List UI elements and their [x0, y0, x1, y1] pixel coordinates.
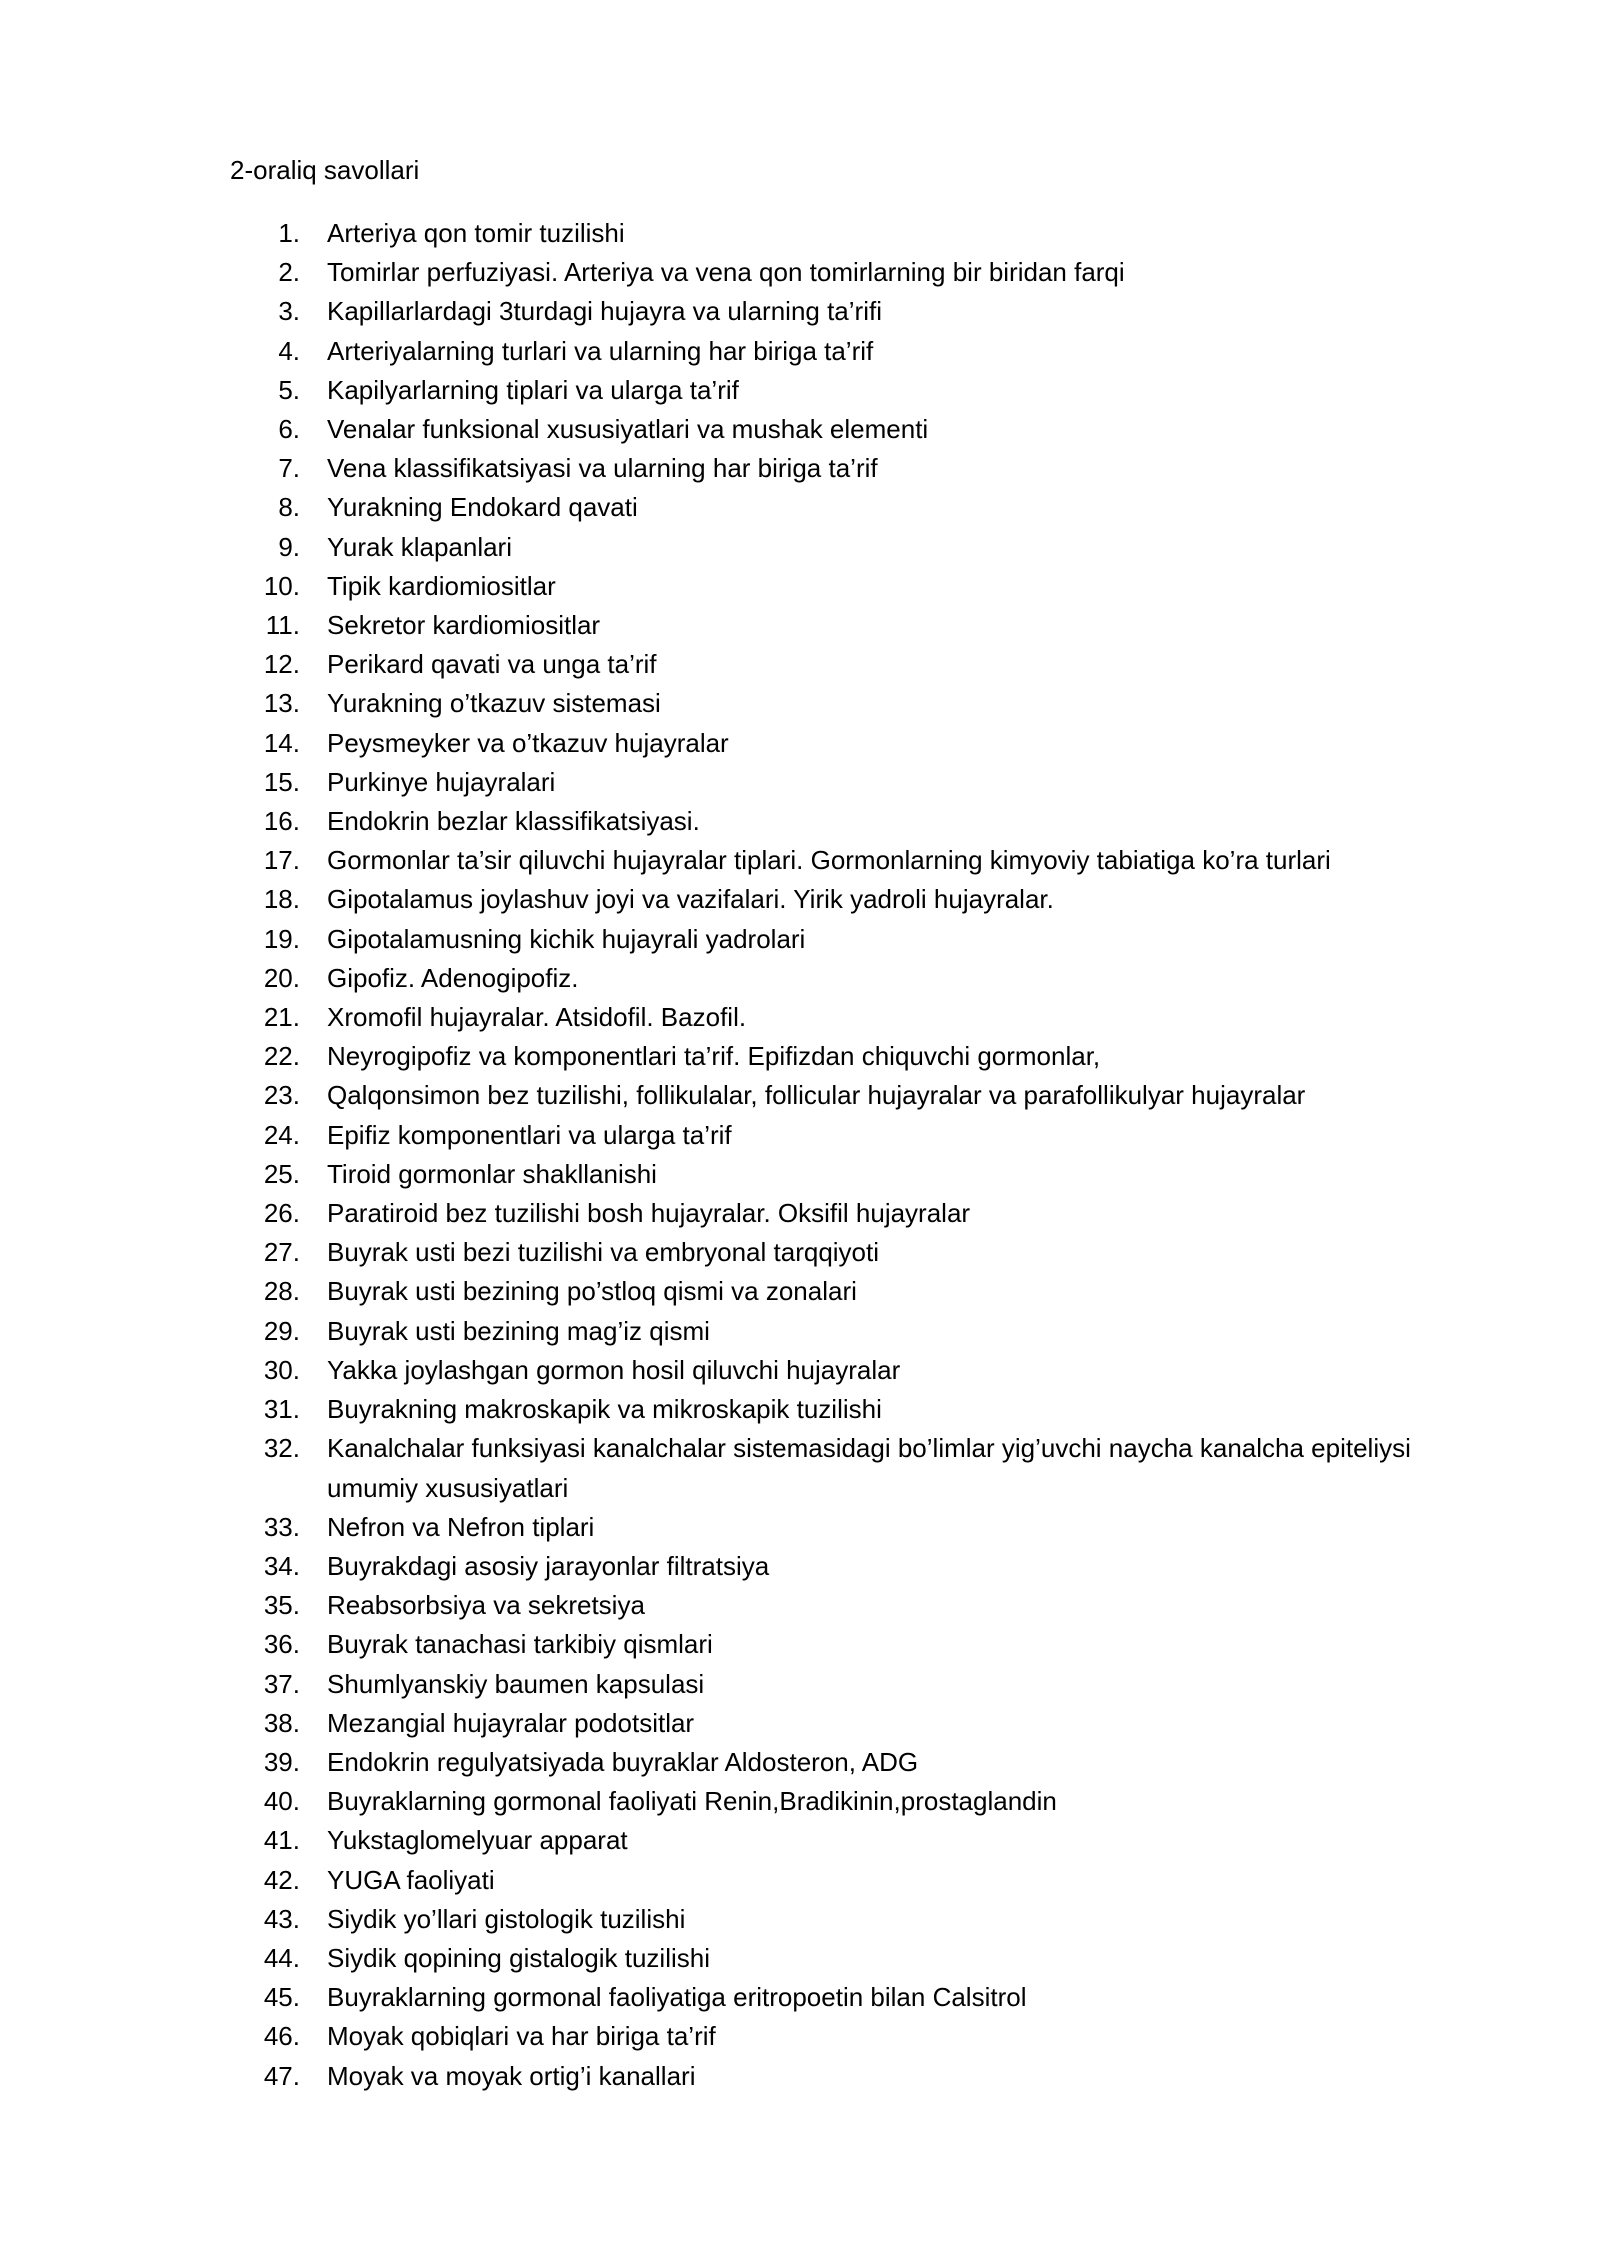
question-item [230, 2017, 1480, 2056]
question-item [230, 371, 1480, 410]
question-item [230, 998, 1480, 1037]
question-number: 37. [263, 1668, 300, 1699]
question-number: 13. [263, 688, 300, 719]
question-item [230, 1194, 1480, 1233]
question-text: Buyrakdagi asosiy jarayonlar filtratsiya [327, 1550, 770, 1581]
question-text: Arteriya qon tomir tuzilishi [327, 218, 625, 248]
question-text: Nefron va Nefron tiplari [327, 1511, 595, 1542]
question-item [230, 1272, 1480, 1311]
question-number: 28. [263, 1276, 300, 1307]
question-text: Endokrin bezlar klassifikatsiyasi. [327, 806, 700, 837]
question-text: Reabsorbsiya va sekretsiya [327, 1590, 645, 1621]
question-number: 29. [263, 1315, 300, 1346]
question-text: Moyak va moyak ortig’i kanallari [327, 2060, 696, 2091]
question-number: 1. [278, 218, 300, 248]
question-item [230, 1900, 1480, 1939]
question-text: Tipik kardiomiositlar [327, 570, 556, 601]
question-text: Buyrak usti bezining mag’iz qismi [327, 1315, 710, 1346]
question-text: Yukstaglomelyuar apparat [327, 1825, 628, 1856]
question-text: Purkinye hujayralari [327, 766, 556, 797]
question-number: 32. [263, 1433, 300, 1464]
question-number: 43. [263, 1903, 300, 1934]
question-number: 21. [263, 1002, 300, 1033]
question-item [230, 645, 1480, 684]
question-item [230, 1390, 1480, 1429]
question-text: Neyrogipofiz va komponentlari ta’rif. Epifizdan chiquvchi gormonlar, [327, 1041, 1101, 1072]
question-text: Qalqonsimon bez tuzilishi, follikulalar, follicular hujayralar va parafollikulyar hujayralar [327, 1080, 1306, 1111]
question-item [230, 1704, 1480, 1743]
question-number: 39. [263, 1746, 300, 1777]
question-list [230, 214, 1480, 2096]
question-item [230, 488, 1480, 527]
question-item [230, 1351, 1480, 1390]
question-item [230, 920, 1480, 959]
document-title: 2-oraliq savollari [230, 155, 420, 185]
question-number: 34. [263, 1550, 300, 1581]
question-item [230, 802, 1480, 841]
question-number: 18. [263, 884, 300, 915]
question-text: Gipotalamus joylashuv joyi va vazifalari. Yirik yadroli hujayralar. [327, 884, 1054, 915]
question-item [230, 410, 1480, 449]
question-text: Yurak klapanlari [327, 531, 512, 562]
question-text: Shumlyanskiy baumen kapsulasi [327, 1668, 705, 1699]
question-text: Buyrakning makroskapik va mikroskapik tuzilishi [327, 1394, 882, 1425]
question-item [230, 1743, 1480, 1782]
question-number: 2. [278, 257, 300, 288]
question-text: Xromofil hujayralar. Atsidofil. Bazofil. [327, 1002, 747, 1033]
question-item [230, 1978, 1480, 2017]
question-text: Kanalchalar funksiyasi kanalchalar sistemasidagi bo’limlar yig’uvchi naycha kanalcha epiteliysi umumiy xususiyatlari [327, 1433, 1411, 1503]
question-number: 6. [278, 414, 300, 445]
question-text: YUGA faoliyati [327, 1864, 495, 1895]
question-number: 45. [263, 1982, 300, 2013]
question-number: 44. [263, 1942, 300, 1973]
question-number: 11. [265, 610, 300, 641]
question-text: Buyraklarning gormonal faoliyatiga eritropoetin bilan Calsitrol [327, 1982, 1027, 2013]
question-number: 36. [263, 1629, 300, 1660]
question-number: 7. [278, 453, 300, 484]
question-item [230, 724, 1480, 763]
question-text: Buyrak usti bezi tuzilishi va embryonal tarqqiyoti [327, 1237, 880, 1268]
question-number: 12. [263, 649, 300, 680]
question-text: Paratiroid bez tuzilishi bosh hujayralar. Oksifil hujayralar [327, 1198, 971, 1229]
question-text: Moyak qobiqlari va har biriga ta’rif [327, 2021, 716, 2052]
question-text: Tomirlar perfuziyasi. Arteriya va vena qon tomirlarning bir biridan farqi [327, 257, 1125, 288]
question-text: Gipotalamusning kichik hujayrali yadrolari [327, 923, 806, 954]
question-number: 14. [263, 727, 300, 758]
question-item [230, 959, 1480, 998]
question-item [230, 1429, 1480, 1507]
question-text: Siydik qopining gistalogik tuzilishi [327, 1942, 710, 1973]
question-number: 25. [263, 1158, 300, 1189]
question-number: 19. [263, 923, 300, 954]
question-number: 24. [263, 1119, 300, 1150]
question-number: 26. [263, 1198, 300, 1229]
question-item [230, 1861, 1480, 1900]
question-number: 22. [263, 1041, 300, 1072]
question-number: 9. [278, 531, 300, 562]
question-text: Perikard qavati va unga ta’rif [327, 649, 657, 680]
question-item [230, 1782, 1480, 1821]
question-item [230, 1312, 1480, 1351]
question-text: Arteriyalarning turlari va ularning har biriga ta’rif [327, 335, 874, 366]
question-item [230, 1586, 1480, 1625]
question-item [230, 1625, 1480, 1664]
question-text: Sekretor kardiomiositlar [327, 610, 601, 641]
question-number: 41. [263, 1825, 300, 1856]
question-text: Kapillarlardagi 3turdagi hujayra va ularning ta’rifi [327, 296, 882, 327]
question-text: Siydik yo’llari gistologik tuzilishi [327, 1903, 686, 1934]
question-number: 15. [263, 766, 300, 797]
question-item [230, 253, 1480, 292]
question-item [230, 1547, 1480, 1586]
question-item [230, 449, 1480, 488]
question-number: 46. [263, 2021, 300, 2052]
question-text: Venalar funksional xususiyatlari va mushak elementi [327, 414, 929, 445]
question-item [230, 1665, 1480, 1704]
question-number: 8. [278, 492, 300, 523]
question-item [230, 332, 1480, 371]
question-item [230, 567, 1480, 606]
question-item [230, 841, 1480, 880]
question-text: Endokrin regulyatsiyada buyraklar Aldosteron, ADG [327, 1746, 919, 1777]
question-number: 17. [263, 845, 300, 876]
question-number: 3. [278, 296, 300, 327]
question-item [230, 292, 1480, 331]
question-item [230, 214, 1480, 253]
question-item [230, 880, 1480, 919]
question-text: Yurakning o’tkazuv sistemasi [327, 688, 661, 719]
question-number: 10. [263, 570, 300, 601]
question-number: 4. [278, 335, 300, 366]
question-text: Tiroid gormonlar shakllanishi [327, 1158, 657, 1189]
question-text: Gipofiz. Adenogipofiz. [327, 962, 579, 993]
question-text: Vena klassifikatsiyasi va ularning har biriga ta’rif [327, 453, 878, 484]
question-number: 5. [278, 374, 300, 405]
question-item [230, 1076, 1480, 1115]
question-item [230, 1155, 1480, 1194]
question-item [230, 1116, 1480, 1155]
question-text: Gormonlar ta’sir qiluvchi hujayralar tiplari. Gormonlarning kimyoviy tabiatiga ko’ra turlari [327, 845, 1331, 876]
question-text: Yakka joylashgan gormon hosil qiluvchi hujayralar [327, 1354, 901, 1385]
question-item [230, 528, 1480, 567]
question-number: 42. [263, 1864, 300, 1895]
question-item [230, 2057, 1480, 2096]
question-number: 23. [263, 1080, 300, 1111]
question-text: Yurakning Endokard qavati [327, 492, 638, 523]
question-number: 38. [263, 1707, 300, 1738]
question-number: 35. [263, 1590, 300, 1621]
question-number: 40. [263, 1786, 300, 1817]
question-text: Buyrak usti bezining po’stloq qismi va zonalari [327, 1276, 857, 1307]
question-item [230, 1821, 1480, 1860]
question-item [230, 1037, 1480, 1076]
question-item [230, 1233, 1480, 1272]
question-text: Kapilyarlarning tiplari va ularga ta’rif [327, 374, 739, 405]
question-item [230, 1508, 1480, 1547]
question-text: Epifiz komponentlari va ularga ta’rif [327, 1119, 732, 1150]
question-item [230, 1939, 1480, 1978]
question-number: 47. [263, 2060, 300, 2091]
question-item [230, 606, 1480, 645]
question-number: 30. [263, 1354, 300, 1385]
question-number: 31. [263, 1394, 300, 1425]
question-item [230, 763, 1480, 802]
question-number: 33. [263, 1511, 300, 1542]
question-number: 16. [263, 806, 300, 837]
question-number: 20. [263, 962, 300, 993]
question-number: 27. [263, 1237, 300, 1268]
question-text: Peysmeyker va o’tkazuv hujayralar [327, 727, 729, 758]
question-text: Buyrak tanachasi tarkibiy qismlari [327, 1629, 713, 1660]
question-text: Buyraklarning gormonal faoliyati Renin,Bradikinin,prostaglandin [327, 1786, 1057, 1817]
question-text: Mezangial hujayralar podotsitlar [327, 1707, 695, 1738]
question-item [230, 684, 1480, 723]
